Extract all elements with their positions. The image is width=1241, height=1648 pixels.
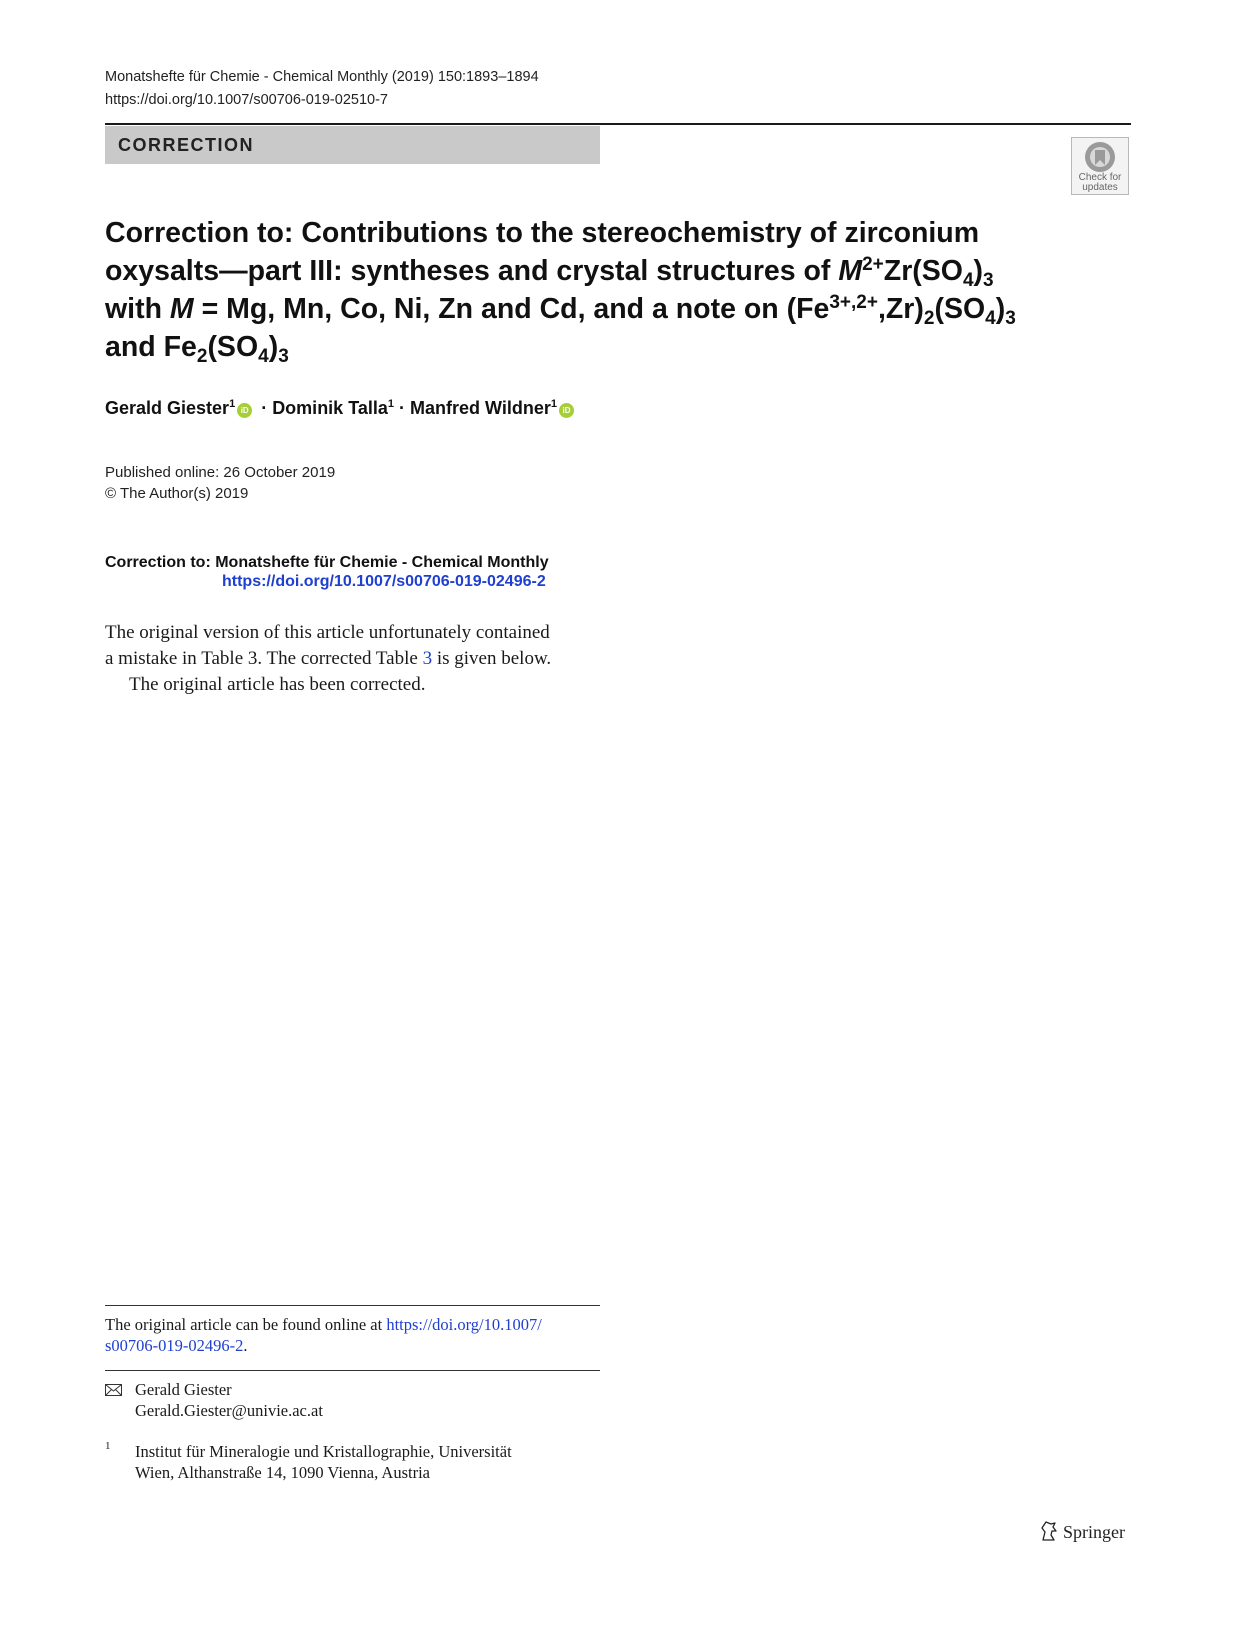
footnote-link-part2[interactable]: s00706-019-02496-2 bbox=[105, 1336, 244, 1355]
footnote-link-part1[interactable]: https://doi.org/10.1007/ bbox=[386, 1315, 542, 1334]
publication-info bbox=[105, 462, 335, 504]
contact-name: Gerald Giester bbox=[135, 1380, 232, 1399]
title-line-2: oxysalts—part III: syntheses and crystal structures of $M^{2+}Zr(SO_4)_3$ bbox=[105, 254, 994, 291]
check-for-updates-badge[interactable] bbox=[1071, 137, 1129, 195]
publisher-logo bbox=[1039, 1520, 1125, 1543]
body-text bbox=[105, 620, 605, 698]
springer-horse-icon bbox=[1039, 1520, 1059, 1542]
envelope-icon bbox=[105, 1384, 122, 1396]
author-affiliation-mark: 1 bbox=[229, 398, 236, 410]
title-line-1: Correction to: Contributions to the stereochemistry of zirconium bbox=[105, 217, 980, 249]
table-3-link[interactable]: 3 bbox=[422, 648, 433, 669]
journal-header bbox=[105, 66, 539, 112]
corresponding-author bbox=[135, 1379, 323, 1421]
author-name[interactable]: Dominik Talla bbox=[272, 398, 388, 418]
header-rule bbox=[105, 123, 1131, 125]
orcid-icon[interactable]: iD bbox=[559, 403, 574, 418]
footnote-rule bbox=[105, 1305, 600, 1306]
crossmark-icon bbox=[1084, 141, 1116, 173]
author-separator: · bbox=[256, 398, 273, 418]
author-name[interactable]: Manfred Wildner bbox=[410, 398, 551, 418]
title-line-4: and $Fe_2(SO_4)_3$ bbox=[105, 331, 289, 367]
author-affiliation-mark: 1 bbox=[550, 398, 557, 410]
published-date: Published online: 26 October 2019 bbox=[105, 464, 336, 481]
crossmark-line2: updates bbox=[1082, 182, 1118, 193]
correction-to-label: Correction to: Monatshefte für Chemie - Chemical Monthly bbox=[105, 554, 549, 571]
affiliation-number: 1 bbox=[105, 1440, 111, 1452]
title-line-3: with M = Mg, Mn, Co, Ni, Zn and Cd, and a note on $(Fe^{3+,2+},Zr)_2(SO_4)_3$ bbox=[105, 292, 1016, 329]
body-paragraph-2: The original article has been corrected. bbox=[129, 674, 426, 695]
author-separator: · bbox=[394, 398, 411, 418]
author-affiliation-mark: 1 bbox=[387, 398, 395, 410]
affiliation: Institut für Mineralogie und Kristallographie, Universität Wien, Althanstraße 14, 1090 Vienna, Austria bbox=[135, 1442, 512, 1482]
publisher-name: Springer bbox=[1063, 1522, 1125, 1542]
contact-email[interactable]: Gerald.Giester@univie.ac.at bbox=[135, 1401, 323, 1420]
footnote-rule bbox=[105, 1370, 600, 1371]
journal-citation: Monatshefte für Chemie - Chemical Monthly (2019) 150:1893–1894 bbox=[105, 69, 539, 85]
article-doi[interactable]: https://doi.org/10.1007/s00706-019-02510-7 bbox=[105, 92, 388, 108]
crossmark-line1: Check for bbox=[1078, 172, 1122, 183]
body-paragraph-1: The original version of this article unfortunately contained a mistake in Table 3. The corrected Table 3 is given below. bbox=[105, 622, 552, 669]
author-name[interactable]: Gerald Giester bbox=[105, 398, 230, 418]
article-title bbox=[105, 214, 1065, 366]
copyright: © The Author(s) 2019 bbox=[105, 485, 249, 502]
footnote: The original article can be found online at https://doi.org/10.1007/ s00706-019-02496-2. bbox=[105, 1315, 542, 1355]
original-article-link[interactable]: https://doi.org/10.1007/s00706-019-02496-2 bbox=[222, 573, 546, 590]
author-list bbox=[105, 398, 578, 419]
article-type-banner: CORRECTION bbox=[105, 126, 600, 164]
orcid-icon[interactable]: iD bbox=[237, 403, 252, 418]
